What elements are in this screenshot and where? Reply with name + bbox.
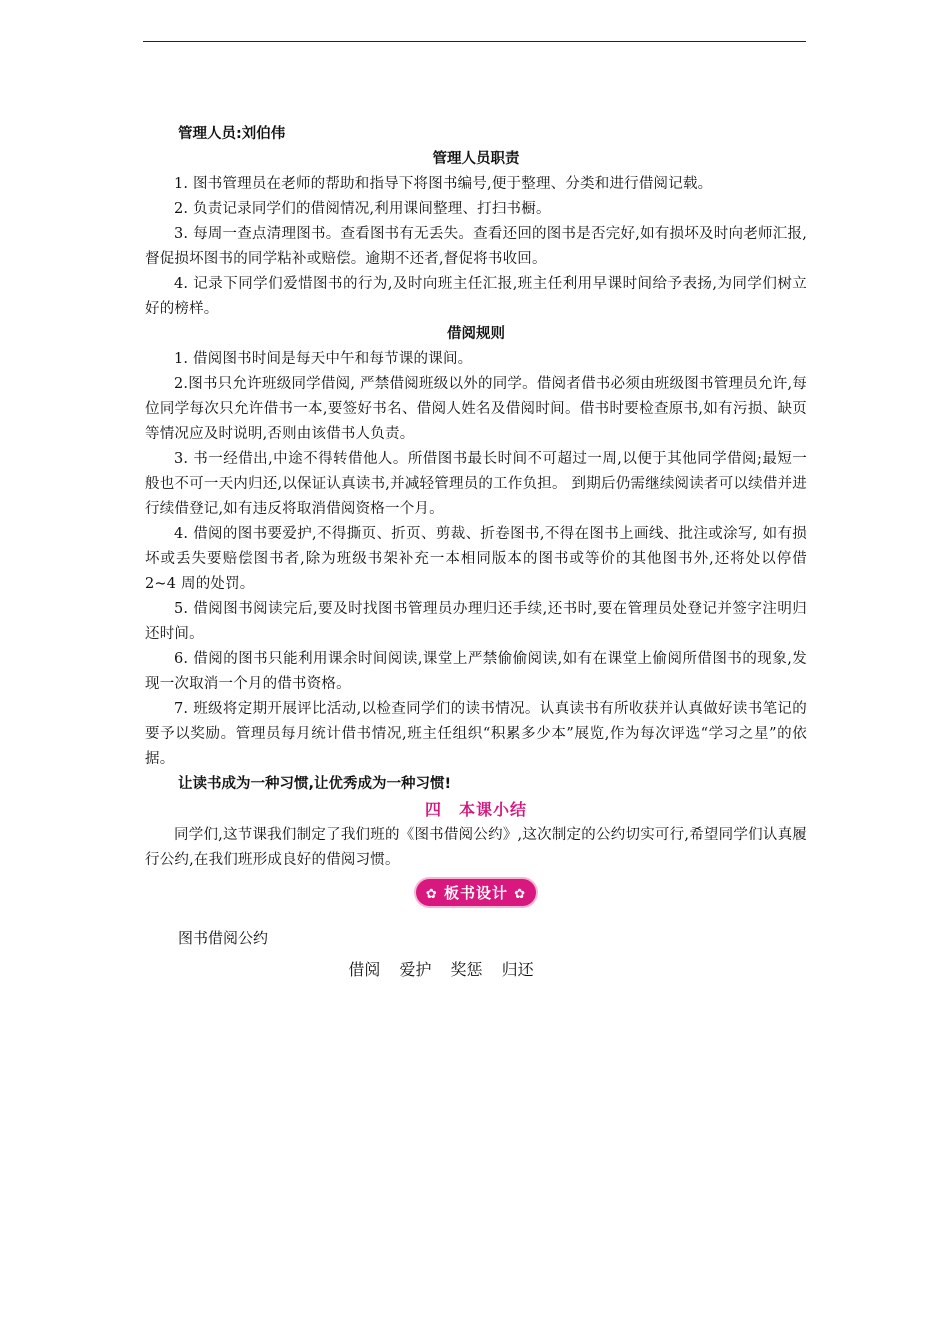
board-keywords (145, 957, 807, 983)
admin-line: 管理人员:刘伯伟 (178, 126, 286, 142)
section-heading: 四 本课小结 (424, 800, 527, 819)
board-badge-wrap (145, 879, 807, 906)
keyword: 爱护 (399, 960, 432, 979)
rule-item: 6. 借阅的图书只能利用课余时间阅读,课堂上严禁偷偷阅读,如有在课堂上偷阅所借图书的现象,发现一次取消一个月的借书资格。 (145, 651, 807, 692)
keyword: 归还 (501, 960, 534, 979)
rule-item: 1. 借阅图书时间是每天中午和每节课的课间。 (174, 351, 473, 367)
duty-item: 3. 每周一查点清理图书。查看图书有无丢失。查看还回的图书是否完好,如有损坏及时向老师汇报,督促损坏图书的同学粘补或赔偿。逾期不还者,督促将书收回。 (145, 226, 807, 267)
duty-item: 4. 记录下同学们爱惜图书的行为,及时向班主任汇报,班主任利用早课时间给予表扬,为同学们树立好的榜样。 (145, 276, 807, 317)
board-title: 图书借阅公约 (178, 929, 269, 947)
rule-item: 3. 书一经借出,中途不得转借他人。所借图书最长时间不可超过一周,以便于其他同学借阅;最短一般也不可一天内归还,以保证认真读书,并减轻管理员的工作负担。 到期后仍需继续阅读者可以续借并进行续借登记,如有违反将取消借阅资格一个月。 (145, 451, 807, 517)
rules-title: 借阅规则 (447, 326, 505, 342)
rule-item: 2.图书只允许班级同学借阅, 严禁借阅班级以外的同学。借阅者借书必须由班级图书管理员允许,每位同学每次只允许借书一本,要签好书名、借阅人姓名及借阅时间。借书时要检查原书,如有污损、缺页等情况应及时说明,否则由该借书人负责。 (145, 376, 807, 442)
star-icon: ✿ (425, 887, 438, 902)
header-rule (143, 41, 806, 42)
summary-paragraph: 同学们,这节课我们制定了我们班的《图书借阅公约》,这次制定的公约切实可行,希望同学们认真履行公约,在我们班形成良好的借阅习惯。 (145, 827, 807, 868)
rule-item: 5. 借阅图书阅读完后,要及时找图书管理员办理归还手续,还书时,要在管理员处登记并签字注明归还时间。 (145, 601, 807, 642)
rule-item: 4. 借阅的图书要爱护,不得撕页、折页、剪裁、折卷图书,不得在图书上画线、批注或涂写, 如有损坏或丢失要赔偿图书者,除为班级书架补充一本相同版本的图书或等价的其他图书外,还将处以停借 2~4 周的处罚。 (145, 526, 807, 592)
duty-item: 2. 负责记录同学们的借阅情况,利用课间整理、打扫书橱。 (174, 201, 551, 217)
duty-item: 1. 图书管理员在老师的帮助和指导下将图书编号,便于整理、分类和进行借阅记载。 (174, 176, 713, 192)
duties-title: 管理人员职责 (432, 151, 520, 167)
document-body (145, 122, 807, 983)
board-badge (416, 879, 536, 906)
rule-item: 7. 班级将定期开展评比活动,以检查同学们的读书情况。认真读书有所收获并认真做好读书笔记的要予以奖励。管理员每月统计借书情况,班主任组织“积累多少本”展览,作为每次评选“学习之星”的依据。 (145, 701, 807, 767)
slogan: 让读书成为一种习惯,让优秀成为一种习惯! (178, 776, 452, 792)
board-badge-label: 板书设计 (443, 884, 508, 902)
star-icon: ✿ (514, 887, 527, 902)
keyword: 借阅 (348, 960, 381, 979)
keyword: 奖惩 (450, 960, 483, 979)
